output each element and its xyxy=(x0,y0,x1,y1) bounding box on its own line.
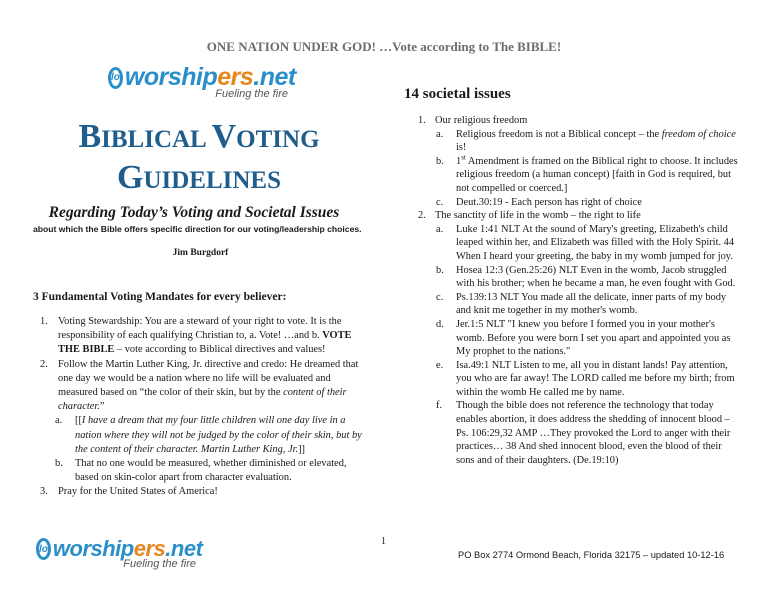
logo-mark-icon: lo xyxy=(36,538,51,560)
document-title: BIBLICAL VOTING GUIDELINES xyxy=(78,118,320,196)
page-number: 1 xyxy=(381,536,386,547)
header-banner: ONE NATION UNDER GOD! …Vote according to The BIBLE! xyxy=(206,39,562,54)
list-item: e. Isa.49:1 NLT Listen to me, all you in distant lands! Pay attention, you who are far away! The LORD called me before my birth; from within the womb He called me by name. xyxy=(436,359,735,398)
logo-bottom xyxy=(36,536,203,570)
logo-top xyxy=(108,63,296,100)
logo-tagline: Fueling the fire xyxy=(123,558,196,570)
logo-brand: worshipers.net xyxy=(52,536,203,561)
mandates-heading: 3 Fundamental Voting Mandates for every believer: xyxy=(33,291,287,303)
list-item: b. That no one would be measured, whether diminished or elevated, based on skin-color apart from character evaluation. xyxy=(55,458,347,484)
mandates-list xyxy=(40,315,370,500)
list-item: 3. Pray for the United States of America! xyxy=(40,486,218,498)
list-item: a. Religious freedom is not a Biblical concept – the freedom of choice is! xyxy=(436,128,736,154)
list-item: 2. The sanctity of life in the womb – the right to life xyxy=(418,210,641,222)
logo-mark-icon: lo xyxy=(108,67,123,89)
issues-heading: 14 societal issues xyxy=(404,86,511,102)
list-item: f. Though the bible does not reference the technology that today enables abortion, it does address the shedding of innocent blood – Ps. 106:29,32 AMP …They provoked the Lord to anger with their practices… 38 And shed innocent blood, even the blood of their sons and of their daughters. (De.19:10) xyxy=(436,400,731,466)
logo-tagline: Fueling the fire xyxy=(215,88,288,100)
list-item: a. Luke 1:41 NLT At the sound of Mary's greeting, Elizabeth's child leaped within her, and Elizabeth was filled with the Holy Spirit. 44 When I heard your greeting, the baby in my womb jumped for joy. xyxy=(436,223,735,262)
list-item: 2. Follow the Martin Luther King, Jr. directive and credo: He dreamed that one day we would be a nation where no life will be evaluated and measured based on “the color of their skin, but by the content of their character.” xyxy=(40,358,359,413)
list-item: b. Hosea 12:3 (Gen.25:26) NLT Even in the womb, Jacob struggled with his brother; when he became a man, he even fought with God. xyxy=(436,264,736,290)
logo-brand: worshipers.net xyxy=(124,63,296,91)
list-item: c. Deut.30:19 - Each person has right of choice xyxy=(436,196,642,208)
list-item: b. 1st Amendment is framed on the Biblical right to choose. It includes religious freedom (a human concept) [faith in God is required, but not compelled or coerced.] xyxy=(436,153,738,194)
list-item: a. [[I have a dream that my four little children will one day live in a nation where they will not be judged by the color of their skin, but by the content of their character. Martin Luther King, Jr.]] xyxy=(55,415,362,455)
list-item: d. Jer.1:5 NLT "I knew you before I formed you in your mother's womb. Before you were born I set you apart and appointed you as My prophet to the nations." xyxy=(436,318,731,358)
list-item: 1. Voting Stewardship: You are a steward of your right to vote. It is the responsibility of each qualifying Christian to, a. Vote! …and b. VOTE THE BIBLE – vote according to Biblical directives and values! xyxy=(40,316,352,356)
author-name: Jim Burgdorf xyxy=(172,248,229,258)
list-item: c. Ps.139:13 NLT You made all the delicate, inner parts of my body and knit me together in my mother's womb. xyxy=(436,291,727,317)
about-line: about which the Bible offers specific direction for our voting/leadership choices. xyxy=(33,224,362,234)
footer-address: PO Box 2774 Ormond Beach, Florida 32175 – updated 10-12-16 xyxy=(458,550,725,560)
issues-list xyxy=(418,114,740,467)
list-item: 1. Our religious freedom xyxy=(418,115,528,126)
document-subtitle: Regarding Today’s Voting and Societal Issues xyxy=(48,204,340,221)
